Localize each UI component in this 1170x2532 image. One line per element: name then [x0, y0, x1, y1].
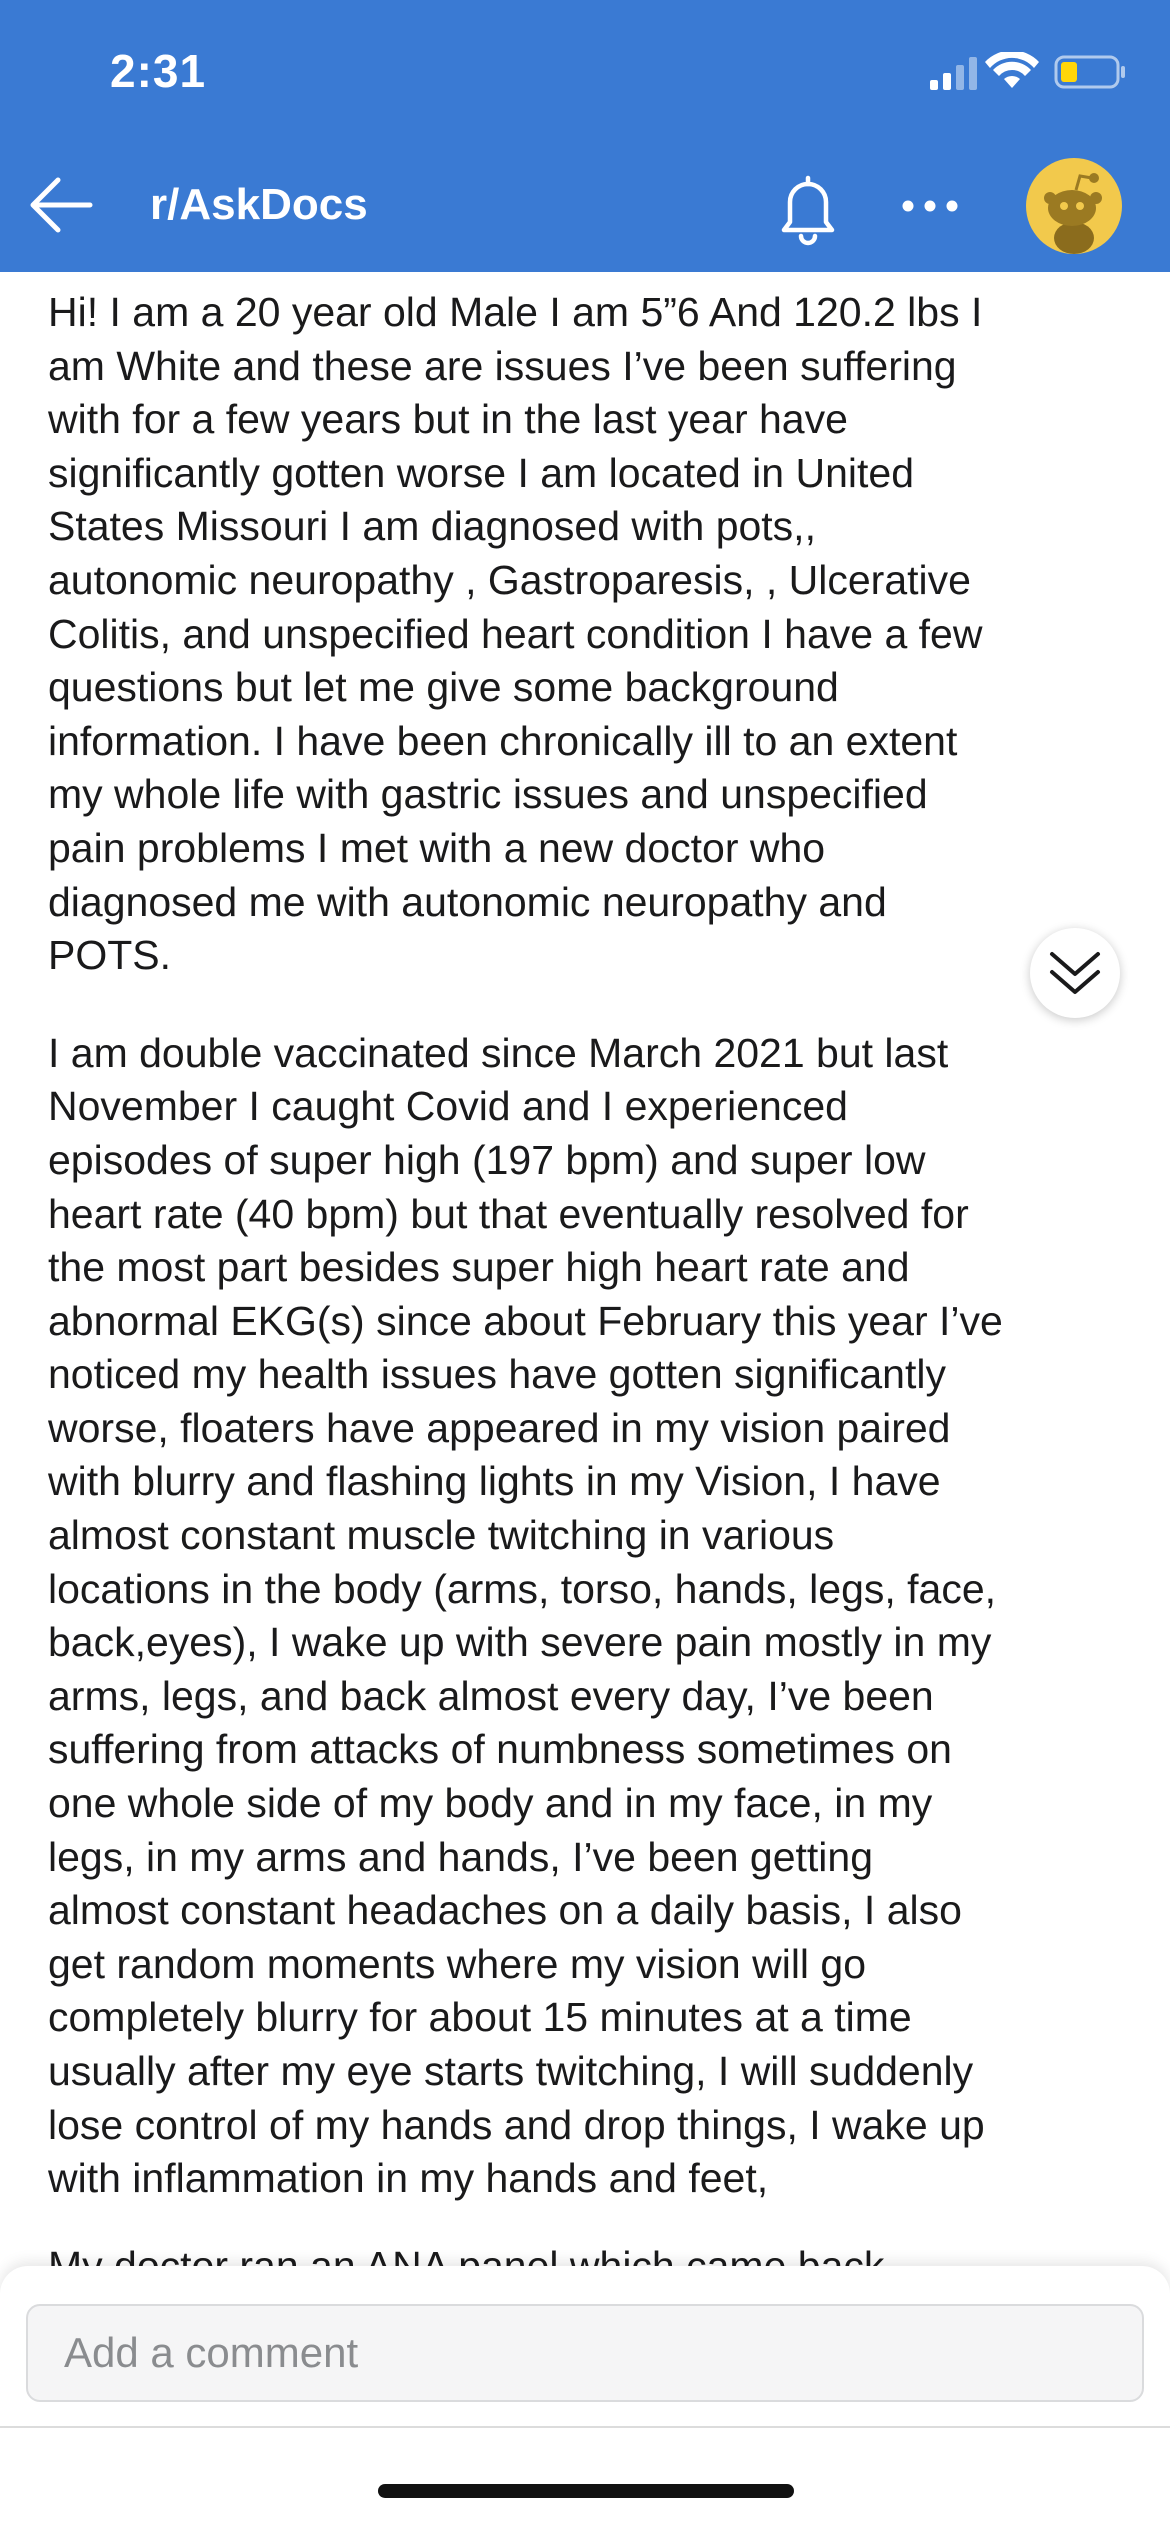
- home-indicator[interactable]: [378, 2484, 794, 2498]
- avatar[interactable]: [1026, 158, 1122, 254]
- post-paragraph: I am double vaccinated since March 2021 but last November I caught Covid and I experienced episodes of super high (197 bpm) and super low heart rate (40 bpm) but that eventually resolved for the most part besides super high heart rate and abnormal EKG(s) since about February this year I’ve noticed my health issues have gotten significantly worse, floaters have appeared in my vision paired with blurry and flashing lights in my Vision, I have almost constant muscle twitching in various locations in the body (arms, torso, hands, legs, face, back,eyes), I wake up with severe pain mostly in my arms, legs, and back almost every day, I’ve been suffering from attacks of numbness sometimes on one whole side of my body and in my face, in my legs, in my arms and hands, I’ve been getting almost constant headaches on a daily basis, I also get random moments where my vision will go completely blurry for about 15 minutes at a time usually after my eye starts twitching, I will suddenly lose control of my hands and drop things, I wake up with inflammation in my hands and feet,: [48, 1029, 1003, 2202]
- divider: [0, 2426, 1170, 2428]
- more-icon[interactable]: [898, 186, 962, 226]
- battery-icon: [1056, 57, 1125, 87]
- status-time: 2:31: [110, 45, 207, 97]
- add-comment-input[interactable]: Add a comment: [26, 2304, 1144, 2402]
- post-paragraph: Hi! I am a 20 year old Male I am 5”6 And 120.2 lbs I am White and these are issues I’ve been suffering with for a few years but in the last year have significantly gotten worse I am located in United States Missouri I am diagnosed with pots,, autonomic neuropathy , Gastroparesis, , Ulcerative Colitis, and unspecified heart condition I have a few questions but let me give some background information. I have been chronically ill to an extent my whole life with gastric issues and unspecified pain problems I met with a new doctor who diagnosed me with autonomic neuropathy and POTS.: [48, 289, 983, 979]
- comment-bar: [0, 2266, 1170, 2532]
- wifi-icon: [985, 52, 1039, 88]
- chevron-double-down-icon: [1030, 928, 1120, 1018]
- snoo-avatar-icon: [1026, 158, 1122, 254]
- bell-icon[interactable]: [770, 168, 846, 248]
- subreddit-title[interactable]: r/AskDocs: [150, 180, 368, 229]
- arrow-left-icon[interactable]: [24, 168, 98, 242]
- jump-down-button[interactable]: [1030, 928, 1120, 1018]
- status-icons: [850, 52, 1130, 92]
- app-header: [0, 0, 1170, 272]
- post-body: [48, 272, 1138, 2206]
- signal-icon: [930, 57, 977, 90]
